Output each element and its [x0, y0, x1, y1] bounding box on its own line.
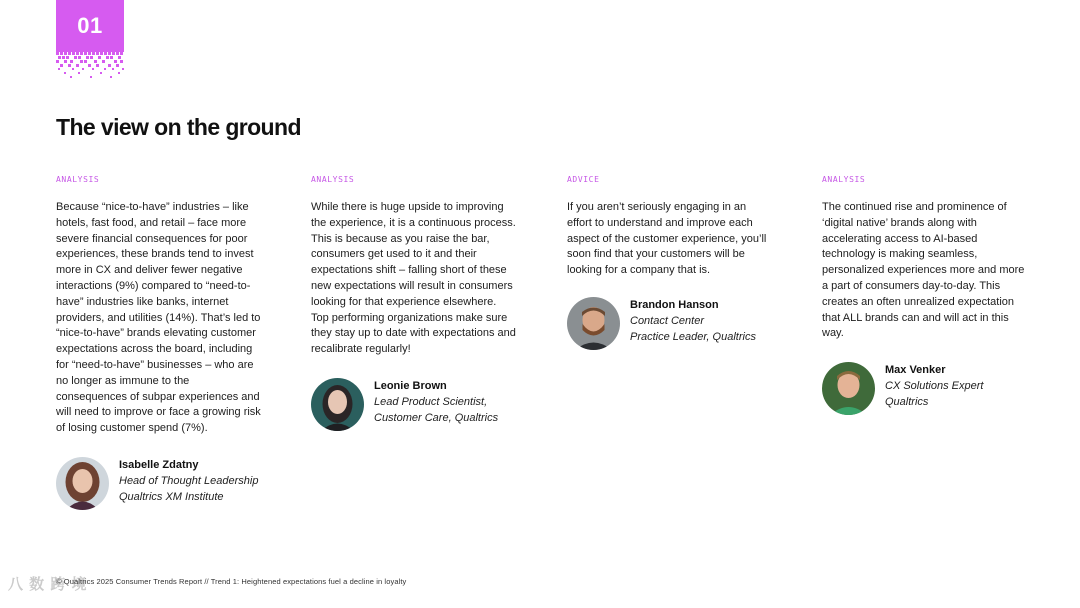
- insight-column-3: [567, 175, 772, 353]
- avatar: [311, 378, 364, 431]
- insight-tag: ANALYSIS: [311, 175, 355, 184]
- insight-column-4: [822, 175, 1027, 418]
- author-card: [567, 297, 772, 353]
- author-info: [374, 379, 498, 426]
- watermark: 八 数 跨 境: [8, 576, 88, 593]
- pixel-pattern-decoration: [56, 48, 124, 84]
- avatar: [822, 362, 875, 415]
- insight-column-1: [56, 175, 261, 513]
- author-company: Practice Leader, Qualtrics: [630, 330, 756, 343]
- author-info: [885, 363, 983, 410]
- section-number-badge: 01: [56, 0, 124, 48]
- insight-tag: ADVICE: [567, 175, 600, 184]
- insight-body: If you aren’t seriously engaging in an effort to understand and improve each aspect of the customer experience, you’ll soon find that your customers will be looking for a company that is.: [567, 201, 767, 277]
- author-name: Max Venker: [885, 364, 946, 377]
- insight-body: While there is huge upside to improving the experience, it is a continuous process. This is because as you raise the bar, consumers get used to it and their expectations shift – falling short of these new expectations will result in consumers looking for that experience elsewhere. Top performing organizations make sure they stay up to date with expectations and recalibrate regularly!: [311, 201, 516, 356]
- author-info: [119, 458, 258, 505]
- author-role: CX Solutions Expert: [885, 379, 984, 392]
- insight-tag: ANALYSIS: [822, 175, 866, 184]
- author-info: [630, 298, 756, 345]
- author-name: Brandon Hanson: [630, 298, 719, 311]
- author-company: Qualtrics XM Institute: [119, 490, 224, 503]
- author-role: Contact Center: [630, 314, 704, 327]
- author-card: [822, 362, 1027, 418]
- author-card: [56, 457, 261, 513]
- footer-text: © Qualtrics 2025 Consumer Trends Report // Trend 1: Heightened expectations fuel a decline in loyalty: [56, 577, 407, 586]
- author-company: Qualtrics: [885, 395, 929, 408]
- author-role: Head of Thought Leadership: [119, 474, 259, 487]
- insight-body: The continued rise and prominence of ‘digital native’ brands along with accelerating access to AI-based technology is making seamless, personalized experiences more and more a part of consumers day-to-day. This creates an often unrealized expectation that ALL brands can and will act in this way.: [822, 201, 1025, 340]
- insight-column-2: [311, 175, 516, 434]
- insight-tag: ANALYSIS: [56, 175, 100, 184]
- insight-body: Because “nice-to-have” industries – like hotels, fast food, and retail – face more severe financial consequences for poor experiences, these brands tend to invest more in CX and deliver fewer negative interactions (9%) compared to “need-to-have” industries like banks, internet providers, and utilities (14%). That’s led to “nice-to-have” brands elevating customer expectations across the board, including for “need-to-have” businesses – who are no longer as immune to the consequences of subpar experiences and will need to improve or face a growing risk of losing customer spend (7%).: [56, 201, 261, 435]
- author-name: Isabelle Zdatny: [119, 458, 199, 471]
- page-title: The view on the ground: [56, 114, 301, 140]
- author-company: Customer Care, Qualtrics: [374, 411, 499, 424]
- avatar: [56, 457, 109, 510]
- author-name: Leonie Brown: [374, 379, 447, 392]
- author-card: [311, 378, 516, 434]
- author-role: Lead Product Scientist,: [374, 395, 488, 408]
- avatar: [567, 297, 620, 350]
